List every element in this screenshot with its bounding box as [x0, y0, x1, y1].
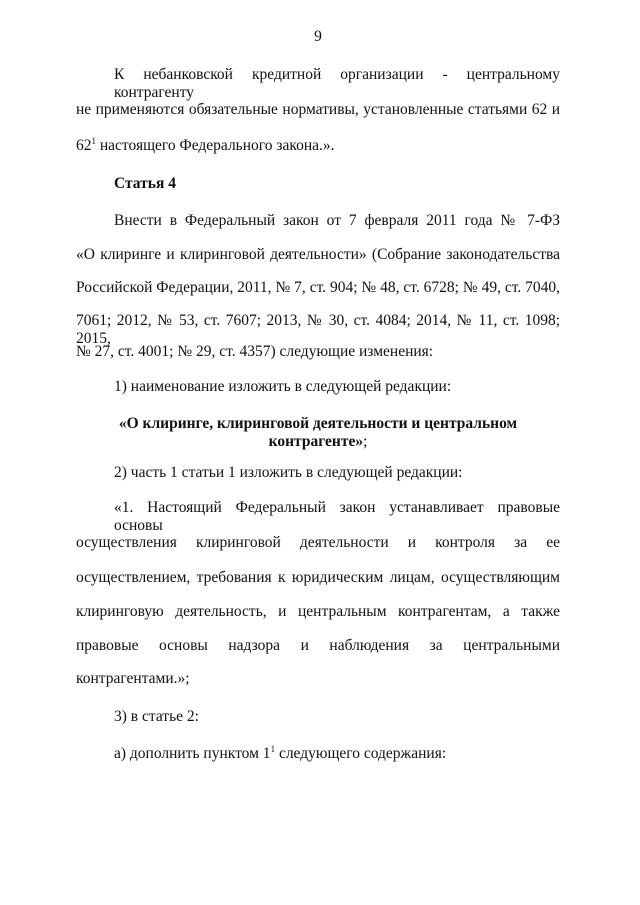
- text-line: осуществлением, требования к юридическим лицам, осуществляющим: [76, 569, 560, 586]
- text-line: Внести в Федеральный закон от 7 февраля 2011 года № 7-ФЗ: [114, 212, 560, 229]
- text-line: «1. Настоящий Федеральный закон устанавливает правовые основы: [114, 499, 560, 534]
- text: контрагенте»: [268, 433, 364, 450]
- text: 62: [76, 137, 92, 154]
- text-line: клиринговую деятельность, и центральным контрагентам, а также: [76, 603, 560, 620]
- text-line: [76, 433, 560, 451]
- page-number: 9: [314, 28, 322, 45]
- text-line: [76, 137, 560, 155]
- list-item: 3) в статье 2:: [114, 708, 199, 725]
- text-line: № 27, ст. 4001; № 29, ст. 4357) следующие изменения:: [76, 343, 434, 360]
- text: настоящего Федерального закона.».: [96, 137, 335, 154]
- text-line: «О клиринге, клиринговой деятельности и центральном: [118, 415, 518, 432]
- text: ;: [363, 433, 368, 450]
- text: следующего содержания:: [275, 745, 447, 762]
- text-line: 7061; 2012, № 53, ст. 7607; 2013, № 30, ст. 4084; 2014, № 11, ст. 1098; 2015,: [76, 312, 560, 347]
- text-line: осуществления клиринговой деятельности и контроля за ее: [76, 534, 560, 551]
- superscript: 1: [270, 744, 276, 754]
- text: а) дополнить пунктом 1: [114, 745, 271, 762]
- text-line: контрагентами.»;: [76, 670, 190, 687]
- text-line: не применяются обязательные нормативы, установленные статьями 62 и: [76, 101, 560, 118]
- text-line: правовые основы надзора и наблюдения за центральными: [76, 637, 560, 654]
- list-item: [76, 745, 560, 763]
- list-item: 2) часть 1 статьи 1 изложить в следующей редакции:: [114, 464, 463, 481]
- article-heading: Статья 4: [114, 175, 176, 192]
- superscript: 1: [91, 136, 96, 146]
- text-line: Российской Федерации, 2011, № 7, ст. 904; № 48, ст. 6728; № 49, ст. 7040,: [76, 279, 560, 296]
- text-line: «О клиринге и клиринговой деятельности» (Собрание законодательства: [76, 246, 560, 263]
- text-line: К небанковской кредитной организации - центральному контрагенту: [114, 66, 560, 101]
- list-item: 1) наименование изложить в следующей редакции:: [114, 378, 452, 395]
